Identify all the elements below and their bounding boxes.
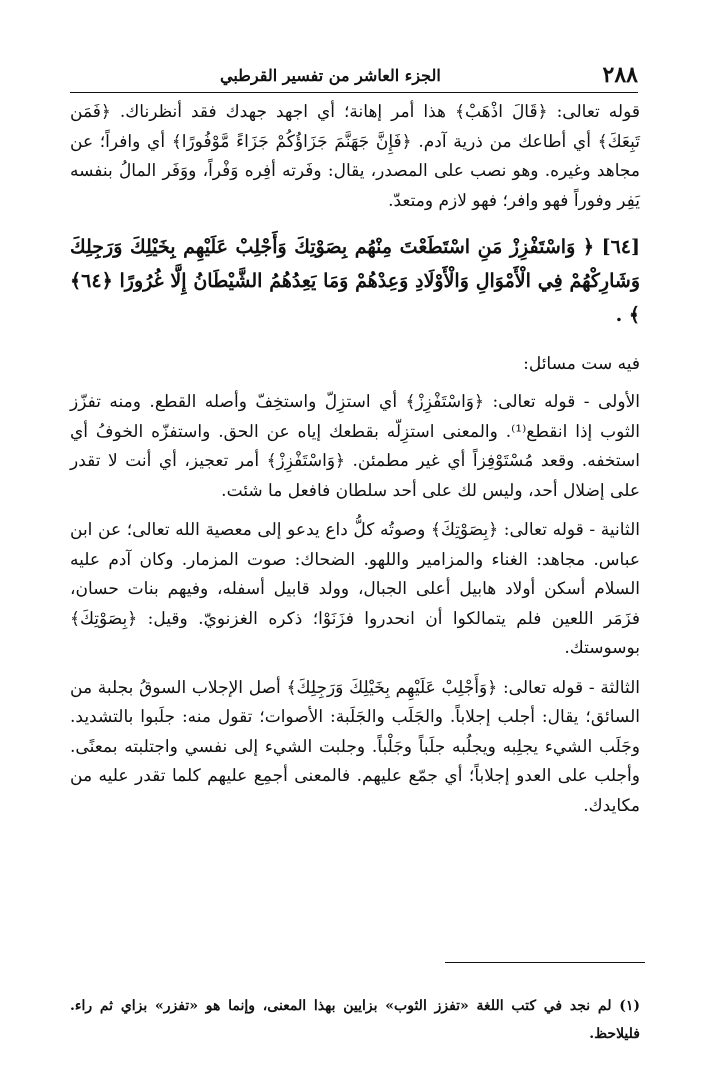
- page-header: [70, 62, 638, 88]
- quran-verse-64: [٦٤] ﴿ وَاسْتَفْزِزْ مَنِ اسْتَطَعْتَ مِنْهُم بِصَوْتِكَ وَأَجْلِبْ عَلَيْهِم بِخَيْلِكَ وَرَجِلِكَ وَشَارِكْهُمْ فِي الْأَمْوَالِ وَالْأَوْلَادِ وَعِدْهُمْ وَمَا يَعِدُهُمُ الشَّيْطَانُ إِلَّا غُرُورًا ﴿٦٤﴾ ﴾ .: [70, 236, 640, 326]
- issues-intro: فيه ست مسائل:: [523, 354, 640, 374]
- header-divider: [70, 92, 638, 93]
- issue-second: الثانية - قوله تعالى: ﴿بِصَوْتِكَ﴾ وصوتُه كلُّ داع يدعو إلى معصية الله تعالى؛ عن ابن عباس. مجاهد: الغناء والمزامير واللهو. الضحاك: صوت المزمار. وكان آدم عليه السلام أسكن أولاد هابيل أعلى الجبال، وولد قابيل أسفله، وفيهم بنات حسان، فزَمَر اللعين فلم يتمالكوا أن انحدروا فزَنَوْا؛ ذكره الغزنويّ. وقيل: ﴿بِصَوْتِكَ﴾ بوسوستك.: [70, 520, 640, 658]
- footnote: (١) لم نجد في كتب اللغة «تفزز الثوب» بزايين بهذا المعنى، وإنما هو «تفزر» بزاي ثم راء. فليلاحظ.: [70, 998, 640, 1042]
- issue-first: الأولى - قوله تعالى: ﴿وَاسْتَفْزِزْ﴾ أي استزِلّ واستخِفّ وأصله القطع. ومنه تفزّز الثوب إذا انقطع⁽¹⁾. والمعنى استزِلّه بقطعك إياه عن الحق. واستفزّه الخوفُ أي استخفه. وقعد مُسْتَوْفِزاً أي غير مطمئن. ﴿وَاسْتَفْزِزْ﴾ أمر تعجيز، أي أنت لا تقدر على إضلال أحد، وليس لك على أحد سلطان فافعل ما شئت.: [70, 392, 640, 501]
- running-title: الجزء العاشر من تفسير القرطبي: [220, 65, 441, 85]
- issue-third: الثالثة - قوله تعالى: ﴿وَأَجْلِبْ عَلَيْهِم بِخَيْلِكَ وَرَجِلِكَ﴾ أصل الإجلاب السوقُ بجلبة من السائق؛ يقال: أجلب إجلاباً. والجَلَب والجَلَبة: الأصوات؛ تقول منه: جلَبوا بالتشديد. وجَلَب الشيء يجلِبه ويجلُبه جلَباً وجَلْباً. وجلبت الشيء إلى نفسي واجتلبته بمعنًى. وأجلب على العدو إجلاباً؛ أي جمّع عليهم. فالمعنى أجمِع عليهم كلما تقدر عليه من مكايدك.: [70, 677, 640, 816]
- page-number: ٢٨٨: [602, 62, 638, 88]
- main-text: [70, 98, 640, 821]
- footnote-divider: [445, 962, 645, 963]
- paragraph-commentary-1: قوله تعالى: ﴿قَالَ اذْهَبْ﴾ هذا أمر إهانة؛ أي اجهد جهدك فقد أنظرناك. ﴿فَمَن تَبِعَكَ﴾ أي أطاعك من ذرية آدم. ﴿فَإِنَّ جَهَنَّمَ جَزَاؤُكُمْ جَزَاءً مَّوْفُورًا﴾ أي وافراً؛ عن مجاهد وغيره. وهو نصب على المصدر، يقال: وفَرته أفِره وَفْراً، ووَفَر المالُ بنفسه يَفِر وفوراً فهو وافر؛ فهو لازم ومتعدّ.: [70, 102, 640, 211]
